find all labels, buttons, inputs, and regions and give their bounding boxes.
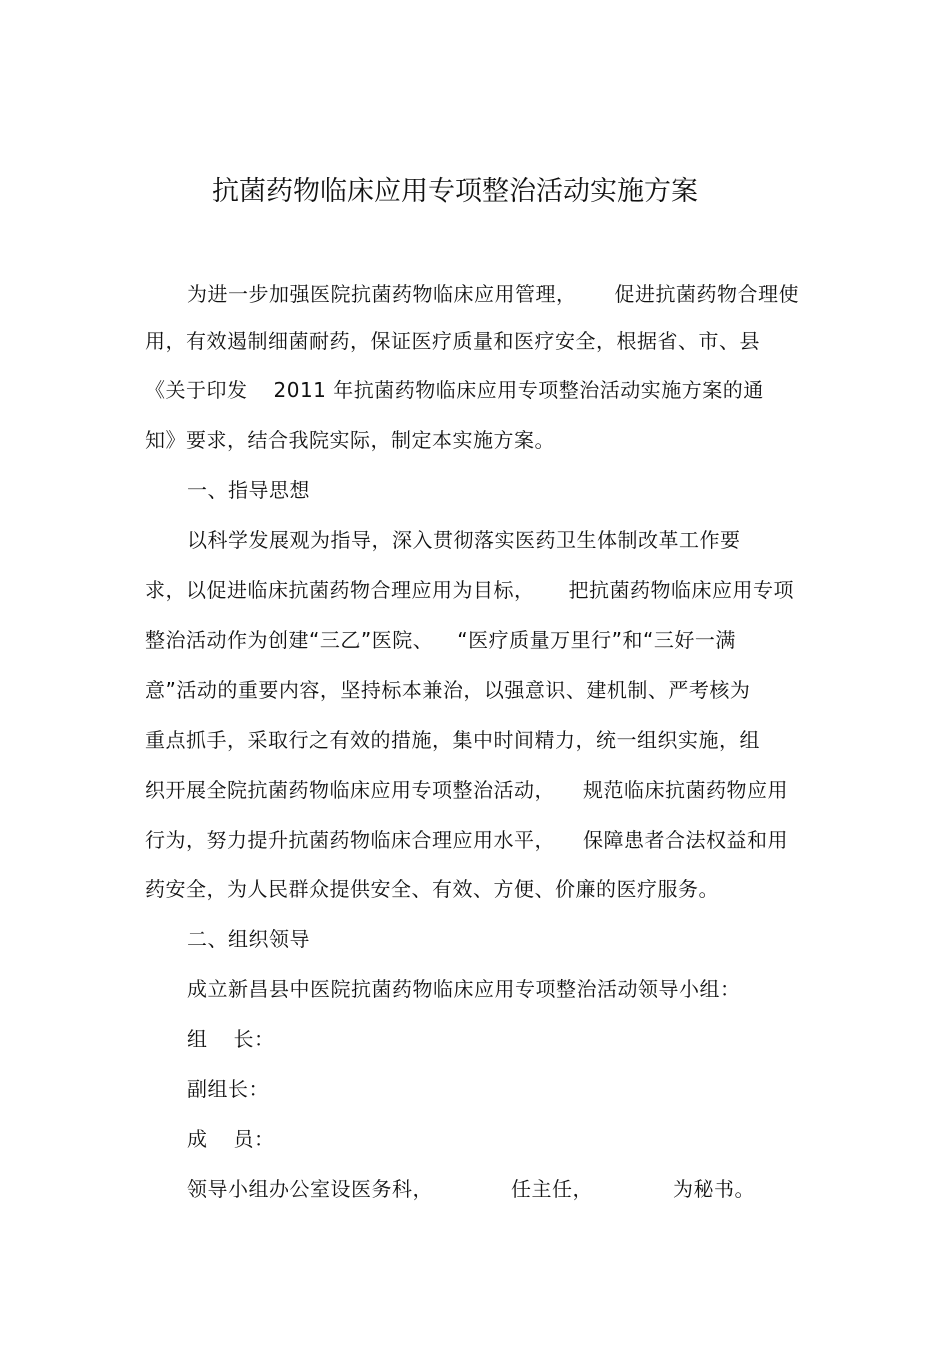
section-1-line-7 <box>145 825 788 855</box>
text-segment: 促进抗菌药物合理使 <box>614 282 799 306</box>
deputy-leader-line: 副组长： <box>187 1077 269 1101</box>
section-1-line-2 <box>145 575 794 605</box>
section-2-heading: 二、组织领导 <box>187 927 310 951</box>
section-1-line-8: 药安全，为人民群众提供安全、有效、方便、价廉的医疗服务。 <box>145 877 719 901</box>
section-1-line-1: 以科学发展观为指导，深入贯彻落实医药卫生体制改革工作要 <box>187 528 741 552</box>
intro-line-2: 用，有效遏制细菌耐药，保证医疗质量和医疗安全，根据省、市、县 <box>145 329 760 353</box>
intro-line-4: 知》要求，结合我院实际，制定本实施方案。 <box>145 428 555 452</box>
text-segment: 把抗菌药物临床应用专项 <box>568 578 794 602</box>
leader-line <box>187 1024 275 1054</box>
text-segment: 2011 年抗菌药物临床应用专项整治活动实施方案的通 <box>273 378 764 402</box>
text-segment: “医疗质量万里行”和“三好一满 <box>457 628 736 652</box>
text-segment: 求，以促进临床抗菌药物合理应用为目标， <box>145 578 535 602</box>
text-segment: 《关于印发 <box>145 378 248 402</box>
text-segment: 任主任， <box>511 1177 593 1201</box>
section-1-heading: 一、指导思想 <box>187 478 310 502</box>
text-segment: 规范临床抗菌药物应用 <box>583 778 788 802</box>
members-line <box>187 1124 275 1154</box>
section-1-line-5: 重点抓手，采取行之有效的措施，集中时间精力，统一组织实施，组 <box>145 728 760 752</box>
intro-line-1 <box>187 279 799 309</box>
text-segment: 领导小组办公室设医务科， <box>187 1177 433 1201</box>
section-1-line-4: 意”活动的重要内容，坚持标本兼治，以强意识、建机制、严考核为 <box>145 678 751 702</box>
intro-line-3 <box>145 375 764 405</box>
text-segment: 行为，努力提升抗菌药物临床合理应用水平， <box>145 828 555 852</box>
document-title: 抗菌药物临床应用专项整治活动实施方案 <box>212 176 698 207</box>
text-segment: 为秘书。 <box>673 1177 755 1201</box>
section-2-line-1: 成立新昌县中医院抗菌药物临床应用专项整治活动领导小组： <box>187 977 741 1001</box>
text-segment: 织开展全院抗菌药物临床应用专项整治活动， <box>145 778 555 802</box>
office-line <box>187 1174 755 1204</box>
section-1-line-3 <box>145 625 736 655</box>
text-segment: 为进一步加强医院抗菌药物临床应用管理， <box>187 282 577 306</box>
text-segment: 长： <box>233 1027 275 1051</box>
text-segment: 员： <box>233 1127 275 1151</box>
text-segment: 整治活动作为创建“三乙”医院、 <box>145 628 434 652</box>
text-segment: 保障患者合法权益和用 <box>583 828 788 852</box>
section-1-line-6 <box>145 775 788 805</box>
text-segment: 成 <box>187 1127 208 1151</box>
text-segment: 组 <box>187 1027 208 1051</box>
